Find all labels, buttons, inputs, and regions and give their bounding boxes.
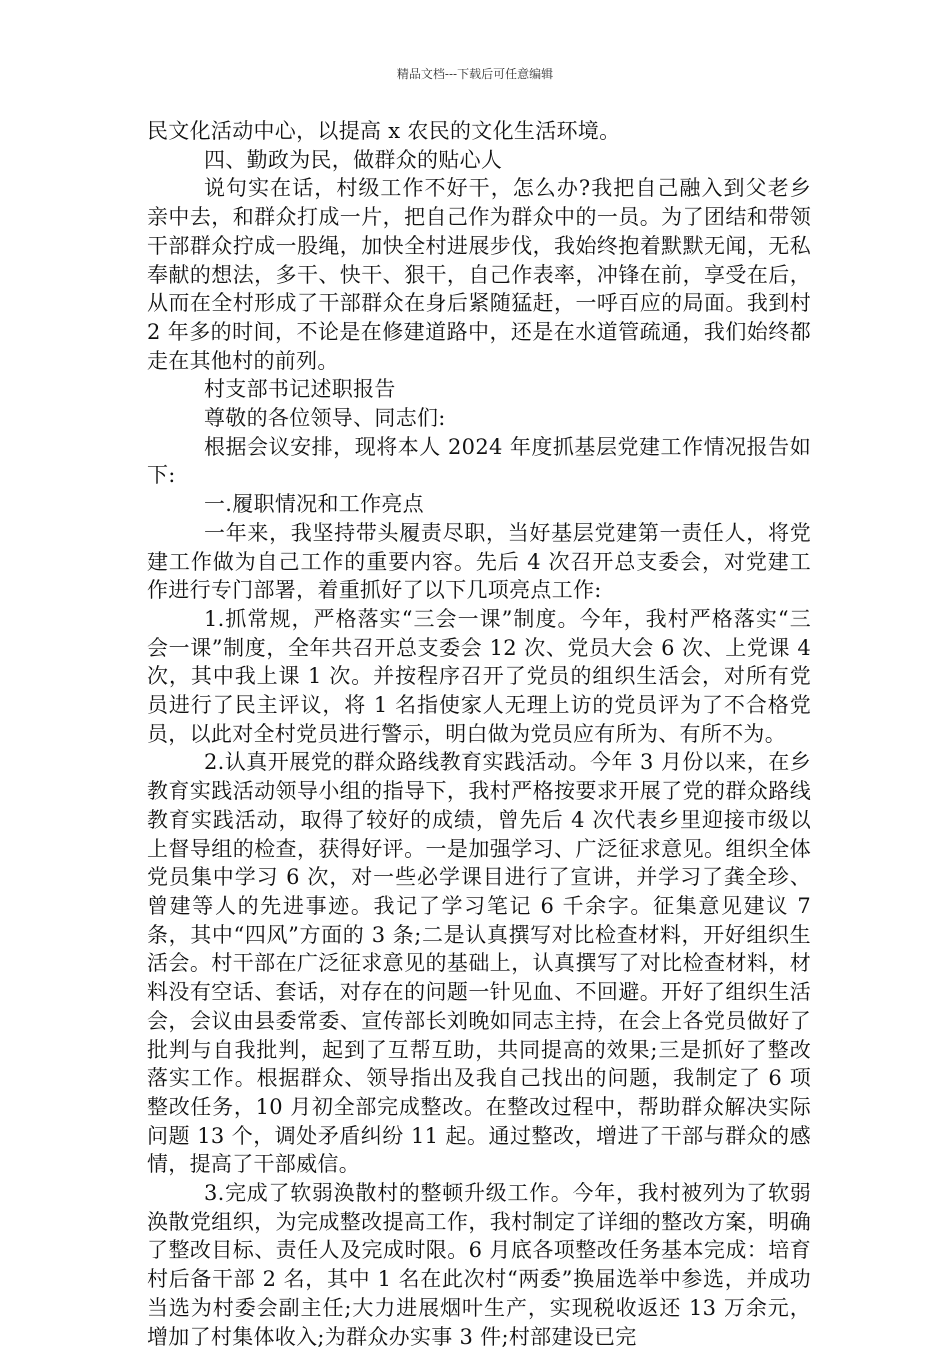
paragraph: 1.抓常规，严格落实“三会一课”制度。今年，我村严格落实“三会一课”制度，全年共召开总支委会 12 次、党员大会 6 次、上党课 4 次，其中我上课 1 次。并按程序召开了党员的组织生活会，对所有党员进行了民主评议，将 1 名指使家人无理上访的党员评为了不合格党员，以此对全村党员进行警示，明白做为党员应有所为、有所不为。 (147, 606, 811, 746)
page-header: 精品文档---下载后可任意编辑 (396, 67, 554, 81)
paragraph: 民文化活动中心，以提高 x 农民的文化生活环境。 (147, 119, 621, 143)
document-title: 村支部书记述职报告 (204, 377, 396, 402)
paragraph: 3.完成了软弱涣散村的整顿升级工作。今年，我村被列为了软弱涣散党组织，为完成整改提高工作，我村制定了详细的整改方案，明确了整改目标、责任人及完成时限。6 月底各项整改任务基本完成：培育村后备干部 2 名，其中 1 名在此次村“两委”换届选举中参选，并成功当选为村委会副主任;大力进展烟叶生产，实现税收返还 13 万余元，增加了村集体收入;为群众办实事 3 件;村部建设已完 (147, 1181, 811, 1349)
paragraph: 根据会议安排，现将本人 2024 年度抓基层党建工作情况报告如下: (147, 434, 811, 488)
section-heading: 四、勤政为民，做群众的贴心人 (204, 147, 503, 172)
paragraph: 2.认真开展党的群众路线教育实践活动。今年 3 月份以来，在乡教育实践活动领导小组的指导下，我村严格按要求开展了党的群众路线教育实践活动，取得了较好的成绩，曾先后 4 次代表乡里迎接市级以上督导组的检查，获得好评。一是加强学习、广泛征求意见。组织全体党员集中学习 6 次，对一些必学课目进行了宣讲，并学习了龚全珍、曾建等人的先进事迹。我记了学习笔记 6 千余字。征集意见建议 7 条，其中“四风”方面的 3 条;二是认真撰写对比检查材料，开好组织生活会。村干部在广泛征求意见的基础上，认真撰写了对比检查材料，材料没有空话、套话，对存在的问题一针见血、不回避。开好了组织生活会，会议由县委常委、宣传部长刘晚如同志主持，在会上各党员做好了批判与自我批判，起到了互帮互助，共同提高的效果;三是抓好了整改落实工作。根据群众、领导指出及我自己找出的问题，我制定了 6 项整改任务，10 月初全部完成整改。在整改过程中，帮助群众解决实际问题 13 个，调处矛盾纠纷 11 起。通过整改，增进了干部与群众的感情，提高了干部威信。 (147, 750, 811, 1177)
paragraph: 一年来，我坚持带头履责尽职，当好基层党建第一责任人，将党建工作做为自己工作的重要内容。先后 4 次召开总支委会，对党建工作进行专门部署，着重抓好了以下几项亮点工作: (147, 520, 811, 603)
paragraph: 说句实在话，村级工作不好干，怎么办?我把自己融入到父老乡亲中去，和群众打成一片，把自己作为群众中的一员。为了团结和带领干部群众拧成一股绳，加快全村进展步伐，我始终抱着默默无闻，无私奉献的想法，多干、快干、狠干，自己作表率，冲锋在前，享受在后，从而在全村形成了干部群众在身后紧随猛赶，一呼百应的局面。我到村 2 年多的时间，不论是在修建道路中，还是在水道管疏通，我们始终都走在其他村的前列。 (147, 176, 811, 373)
document-body (147, 117, 811, 1351)
section-heading: 一.履职情况和工作亮点 (204, 492, 424, 517)
salutation: 尊敬的各位领导、同志们: (204, 406, 446, 431)
